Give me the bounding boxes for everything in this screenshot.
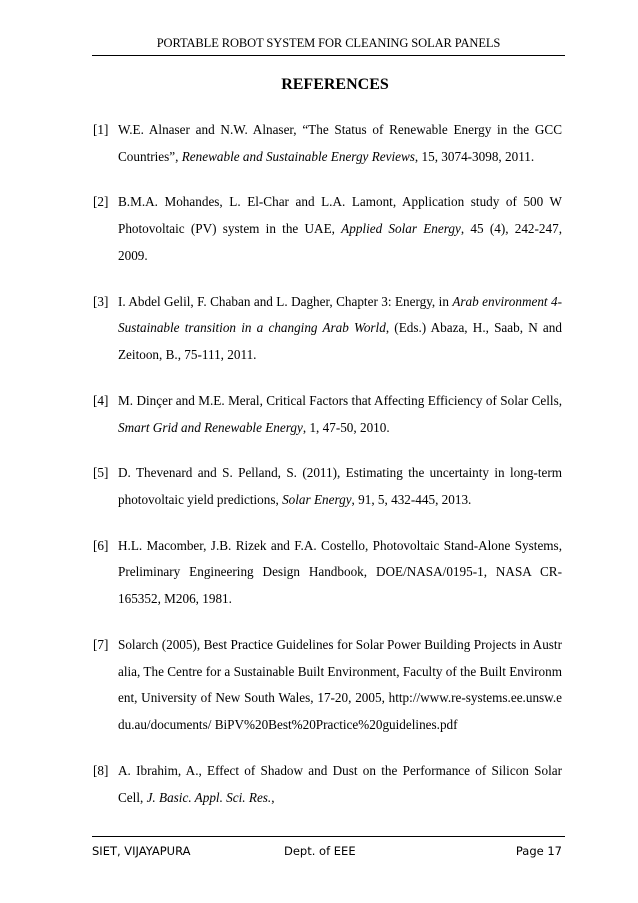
reference-item [93,533,562,613]
reference-text: A. Ibrahim, A., Effect of Shadow and Dust on the Performance of Silicon Solar Cell, [118,762,562,805]
reference-details: , 1, 47-50, 2010. [302,419,390,435]
reference-number: [5] [93,465,109,481]
reference-number: [8] [93,762,109,778]
footer-institution: SIET, VIJAYAPURA [92,844,191,858]
reference-source: Smart Grid and Renewable Energy [118,419,303,435]
reference-source: Arab environment 4-Sustainable transition in a changing Arab World [118,293,563,336]
reference-details: , 15, 3074-3098, 2011. [414,148,535,164]
reference-number: [1] [93,122,109,137]
reference-text: B.M.A. Mohandes, L. El-Char and L.A. Lamont, Application study of 500 W Photovoltaic (PV) system in the UAE, [118,194,562,237]
reference-number: [6] [93,537,109,553]
reference-details: , 45 (4), 242-247, 2009. [118,221,562,263]
reference-source: J. Basic. Appl. Sci. Res. [146,789,272,805]
running-header: PORTABLE ROBOT SYSTEM FOR CLEANING SOLAR PANELS [92,36,565,56]
reference-text: W.E. Alnaser and N.W. Alnaser, “The Status of Renewable Energy in the GCC Countries”, [118,122,562,164]
reference-item [93,189,562,269]
reference-number: [4] [93,392,109,408]
reference-text: H.L. Macomber, J.B. Rizek and F.A. Costello, Photovoltaic Stand-Alone Systems, Preliminary Engineering Design Handbook, DOE/NASA/0195-1, NASA CR-165352, M206, 1981. [118,537,562,607]
reference-number: [7] [93,636,109,652]
reference-number: [2] [93,194,109,210]
footer-department: Dept. of EEE [284,844,356,858]
reference-text: D. Thevenard and S. Pelland, S. (2011), Estimating the uncertainty in long-term photovoltaic yield predictions, [118,465,562,507]
reference-item [93,388,562,442]
reference-item [93,289,562,369]
reference-source: Solar Energy [282,491,352,507]
page-footer [92,836,565,859]
reference-text: M. Dinçer and M.E. Meral, Critical Factors that Affecting Efficiency of Solar Cells, [118,392,562,408]
footer-page-number: Page 17 [515,844,562,858]
reference-details: , (Eds.) Abaza, H., Saab, N and Zeitoon, B., 75-111, 2011. [118,320,562,363]
reference-item [93,632,562,739]
reference-list [93,117,562,830]
reference-number: [3] [93,293,109,309]
page-title: REFERENCES [281,76,389,93]
reference-source: Applied Solar Energy [341,221,461,237]
reference-details: , [271,789,275,805]
reference-item [93,460,562,514]
reference-source: Renewable and Sustainable Energy Reviews [181,148,415,164]
reference-text: I. Abdel Gelil, F. Chaban and L. Dagher, Chapter 3: Energy, in [118,293,449,309]
reference-item [93,117,562,171]
reference-text: Solarch (2005), Best Practice Guidelines for Solar Power Building Projects in Australia, The Centre for a Sustainable Built Environment, Faculty of the Built Environment, University of New South Wales, 17-20, 2005, http://www.re-systems.ee.unsw.edu.au/documents/ BiPV%20Best%20Practice%20guidelines.pdf [118,636,562,733]
reference-item [93,758,562,812]
reference-details: , 91, 5, 432-445, 2013. [351,491,472,507]
